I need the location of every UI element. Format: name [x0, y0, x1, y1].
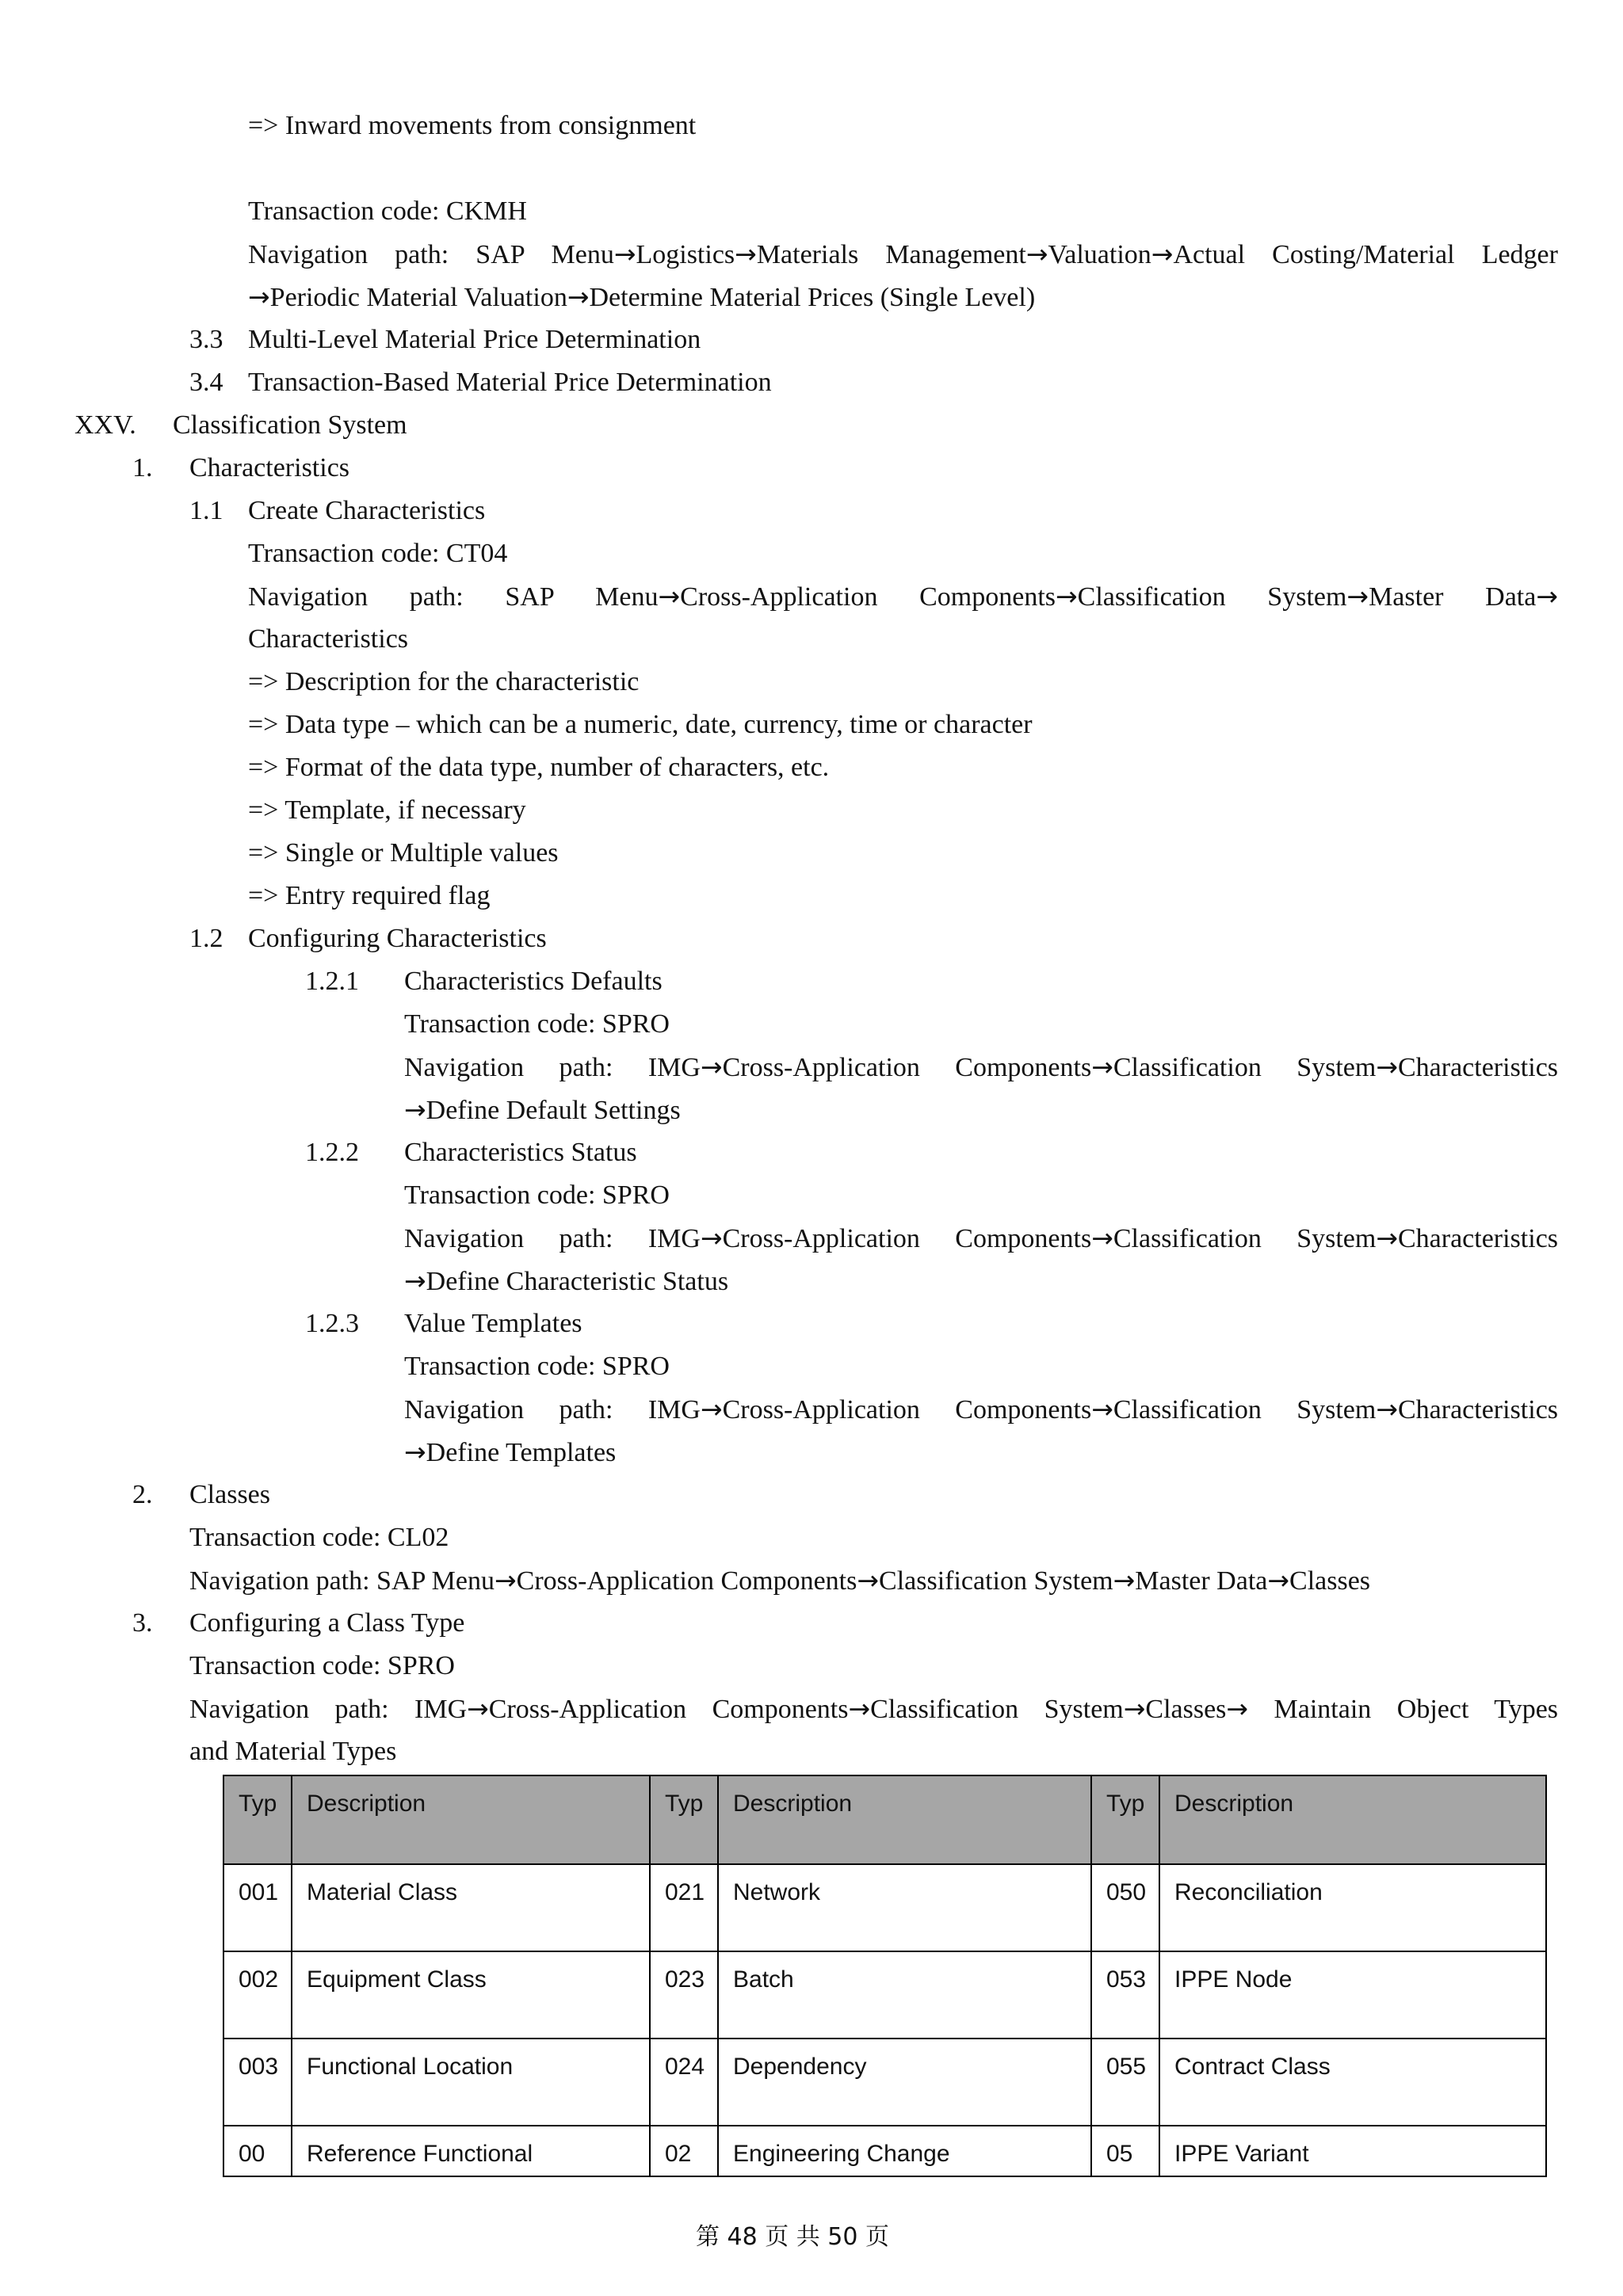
nav-segment: Define Templates [426, 1438, 617, 1467]
nav-segment: Cross-Application [722, 1224, 920, 1253]
arrow-icon: → [467, 1693, 489, 1724]
arrow-icon: → [1376, 1051, 1398, 1082]
arrow-icon: → [1151, 238, 1174, 269]
arrow-icon: → [495, 1565, 517, 1596]
bullet-format: => Format of the data type, number of characters, etc. [248, 753, 830, 782]
nav-segment-group [414, 1695, 686, 1724]
bullet-description: => Description for the characteristic [248, 667, 640, 696]
nav-segment: Navigation path: [404, 1053, 613, 1082]
arrow-icon: → [857, 1565, 880, 1596]
nav-segment: Cross-Application [488, 1695, 687, 1724]
transaction-code-spro: Transaction code: SPRO [404, 1009, 670, 1039]
arrow-icon: → [1226, 1693, 1249, 1724]
nav-segment: Periodic Material Valuation [269, 283, 567, 312]
nav-segment: System [1044, 1695, 1124, 1724]
section-1-title: Characteristics [189, 453, 350, 482]
nav-segment-group [955, 1224, 1262, 1253]
class-type-code: 055 [1091, 2039, 1159, 2126]
column-header-typ: Typ [1091, 1775, 1159, 1864]
nav-segment: SAP [505, 582, 554, 612]
bullet-template: => Template, if necessary [248, 795, 526, 825]
nav-segment-group [1296, 1053, 1558, 1082]
bullet-inward-movements: => Inward movements from consignment [248, 111, 697, 140]
nav-segment-group [1485, 582, 1558, 612]
transaction-code-ct04: Transaction code: CT04 [248, 539, 508, 568]
column-header-description: Description [1159, 1775, 1546, 1864]
class-type-description: Network [718, 1864, 1091, 1951]
class-type-code: 003 [223, 2039, 292, 2126]
nav-segment: Data [1485, 582, 1537, 612]
class-type-description: Engineering Change [718, 2126, 1091, 2176]
class-type-description: Dependency [718, 2039, 1091, 2126]
nav-segment-group [1044, 1695, 1248, 1724]
nav-segment: Classification System [879, 1566, 1113, 1596]
nav-segment-group [648, 1224, 920, 1253]
nav-segment: Classes [1145, 1695, 1227, 1724]
nav-segment: Types [1494, 1695, 1559, 1724]
transaction-code-spro: Transaction code: SPRO [189, 1651, 455, 1680]
section-3-title: Configuring a Class Type [189, 1608, 465, 1638]
arrow-icon: → [1091, 1222, 1113, 1253]
nav-segment: Navigation path: [189, 1695, 389, 1724]
class-type-code: 053 [1091, 1951, 1159, 2039]
nav-segment: Navigation path: SAP Menu [248, 240, 614, 269]
arrow-icon: → [1056, 581, 1078, 612]
nav-segment-group [648, 1053, 920, 1082]
bullet-data-type: => Data type – which can be a numeric, date, currency, time or character [248, 710, 1033, 739]
nav-segment-group [1296, 1224, 1558, 1253]
nav-segment: System [1296, 1395, 1377, 1425]
nav-segment-group [955, 1053, 1262, 1082]
nav-segment: Object [1396, 1695, 1469, 1724]
nav-segment: Define Default Settings [426, 1096, 681, 1125]
section-1-2-number: 1.2 [189, 924, 223, 953]
navigation-path-class-types [189, 1688, 1558, 1730]
nav-segment-group [955, 1395, 1262, 1425]
section-2-number: 2. [132, 1480, 153, 1509]
page-number-footer: 第 48 页 共 50 页 [695, 2223, 890, 2251]
nav-segment: Cross-Application [722, 1053, 920, 1082]
section-3-4-title: Transaction-Based Material Price Determination [248, 368, 772, 397]
nav-segment-group [1296, 1395, 1558, 1425]
nav-segment: Determine Material Prices (Single Level) [589, 283, 1036, 312]
section-1-2-1-title: Characteristics Defaults [404, 967, 663, 996]
nav-segment: Components [955, 1224, 1092, 1253]
section-1-2-3-number: 1.2.3 [305, 1309, 359, 1338]
bullet-values: => Single or Multiple values [248, 838, 559, 868]
section-3-4-number: 3.4 [189, 368, 223, 397]
class-type-code: 001 [223, 1864, 292, 1951]
navigation-path-img-cont [404, 1089, 681, 1131]
class-type-code: 05 [1091, 2126, 1159, 2176]
nav-segment: Maintain [1274, 1695, 1372, 1724]
transaction-code-cl02: Transaction code: CL02 [189, 1523, 449, 1552]
section-1-2-3-title: Value Templates [404, 1309, 582, 1338]
class-type-description: IPPE Variant [1159, 2126, 1546, 2176]
nav-segment: Classification [1113, 1053, 1262, 1082]
navigation-path-class-types-cont: and Material Types [189, 1737, 397, 1766]
bullet-entry-required: => Entry required flag [248, 881, 491, 910]
nav-segment: Define Characteristic Status [426, 1267, 729, 1296]
class-type-description: Batch [718, 1951, 1091, 2039]
column-header-description: Description [292, 1775, 650, 1864]
nav-segment-group [1267, 582, 1443, 612]
section-3-3-number: 3.3 [189, 325, 223, 354]
class-type-code: 023 [650, 1951, 718, 2039]
arrow-icon: → [1025, 238, 1048, 269]
arrow-icon: → [248, 281, 270, 312]
navigation-path-img [404, 1217, 1558, 1260]
arrow-icon: → [1346, 581, 1369, 612]
nav-segment: Classification [870, 1695, 1019, 1724]
arrow-icon: → [567, 281, 590, 312]
class-type-description: Equipment Class [292, 1951, 650, 2039]
arrow-icon: → [1091, 1394, 1113, 1425]
navigation-path-ckmh [248, 233, 1558, 276]
nav-segment: Master Data [1135, 1566, 1268, 1596]
class-type-description: Contract Class [1159, 2039, 1546, 2126]
class-type-code: 050 [1091, 1864, 1159, 1951]
nav-segment: Components [955, 1395, 1092, 1425]
navigation-path-img-cont [404, 1260, 728, 1302]
chapter-xxv-title: Classification System [173, 410, 407, 440]
class-type-description: Reference Functional [292, 2126, 650, 2176]
nav-segment: IMG [647, 1053, 701, 1082]
table-row [223, 1951, 1546, 2039]
column-header-typ: Typ [650, 1775, 718, 1864]
arrow-icon: → [1091, 1051, 1113, 1082]
nav-segment: System [1296, 1053, 1377, 1082]
arrow-icon: → [404, 1436, 426, 1467]
section-3-3-title: Multi-Level Material Price Determination [248, 325, 701, 354]
nav-segment: Materials Management [756, 240, 1026, 269]
table-row [223, 2126, 1546, 2176]
class-type-description: Material Class [292, 1864, 650, 1951]
arrow-icon: → [700, 1051, 723, 1082]
chapter-xxv-number: XXV. [74, 410, 136, 440]
navigation-path-img-cont [404, 1431, 616, 1474]
arrow-icon: → [404, 1265, 426, 1296]
nav-segment: Navigation path: [248, 582, 464, 612]
table-header-row [223, 1775, 1546, 1864]
class-type-code: 024 [650, 2039, 718, 2126]
nav-segment: Logistics [636, 240, 735, 269]
nav-segment-group [712, 1695, 1019, 1724]
column-header-description: Description [718, 1775, 1091, 1864]
arrow-icon: → [1267, 1565, 1290, 1596]
column-header-typ: Typ [223, 1775, 292, 1864]
arrow-icon: → [848, 1693, 871, 1724]
section-3-number: 3. [132, 1608, 153, 1638]
transaction-code-spro: Transaction code: SPRO [404, 1180, 670, 1210]
class-type-code: 002 [223, 1951, 292, 2039]
nav-segment: System [1296, 1224, 1377, 1253]
nav-segment: Valuation [1048, 240, 1151, 269]
nav-segment: Components [955, 1053, 1092, 1082]
table-row [223, 2039, 1546, 2126]
navigation-path-ct04-cont: Characteristics [248, 624, 409, 654]
nav-segment: Classification [1113, 1395, 1262, 1425]
nav-segment: System [1267, 582, 1347, 612]
navigation-path-img [404, 1388, 1558, 1431]
section-1-2-title: Configuring Characteristics [248, 924, 547, 953]
transaction-code-spro: Transaction code: SPRO [404, 1352, 670, 1381]
arrow-icon: → [1113, 1565, 1136, 1596]
arrow-icon: → [1376, 1222, 1398, 1253]
nav-segment: IMG [414, 1695, 468, 1724]
navigation-path-cl02 [189, 1559, 1370, 1602]
class-type-code: 00 [223, 2126, 292, 2176]
class-type-description: IPPE Node [1159, 1951, 1546, 2039]
nav-segment: Actual Costing/Material Ledger [1173, 240, 1558, 269]
nav-segment: Components [712, 1695, 849, 1724]
section-1-1-number: 1.1 [189, 496, 223, 525]
arrow-icon: → [613, 238, 636, 269]
section-2-title: Classes [189, 1480, 270, 1509]
arrow-icon: → [1376, 1394, 1398, 1425]
arrow-icon: → [1123, 1693, 1146, 1724]
section-1-number: 1. [132, 453, 153, 482]
nav-segment: Classification [1113, 1224, 1262, 1253]
nav-segment-group [919, 582, 1226, 612]
nav-segment: Cross-Application [722, 1395, 920, 1425]
arrow-icon: → [1536, 581, 1558, 612]
arrow-icon: → [700, 1222, 723, 1253]
nav-segment: Master [1369, 582, 1444, 612]
nav-segment: IMG [647, 1224, 701, 1253]
table-row [223, 1864, 1546, 1951]
nav-segment: IMG [647, 1395, 701, 1425]
transaction-code-ckmh: Transaction code: CKMH [248, 196, 527, 226]
section-1-1-title: Create Characteristics [248, 496, 486, 525]
class-type-description: Reconciliation [1159, 1864, 1546, 1951]
class-type-code: 02 [650, 2126, 718, 2176]
section-1-2-1-number: 1.2.1 [305, 967, 359, 996]
class-type-code: 021 [650, 1864, 718, 1951]
nav-segment: Characteristics [1398, 1053, 1559, 1082]
nav-segment-group [648, 1395, 920, 1425]
arrow-icon: → [658, 581, 681, 612]
navigation-path-ct04 [248, 575, 1558, 618]
arrow-icon: → [735, 238, 757, 269]
nav-segment: Classification [1077, 582, 1226, 612]
nav-segment: Navigation path: [404, 1395, 613, 1425]
section-1-2-2-title: Characteristics Status [404, 1138, 637, 1167]
nav-segment: Classes [1289, 1566, 1371, 1596]
navigation-path-ckmh-cont [248, 276, 1035, 318]
navigation-path-img [404, 1046, 1558, 1089]
nav-segment: Menu [595, 582, 659, 612]
nav-segment: Navigation path: [404, 1224, 613, 1253]
nav-segment: Components [919, 582, 1056, 612]
nav-segment: Cross-Application Components [516, 1566, 857, 1596]
arrow-icon: → [404, 1094, 426, 1125]
nav-segment: Characteristics [1398, 1224, 1559, 1253]
arrow-icon: → [700, 1394, 723, 1425]
nav-segment: Cross-Application [680, 582, 878, 612]
nav-segment: Characteristics [1398, 1395, 1559, 1425]
nav-segment-group [595, 582, 877, 612]
section-1-2-2-number: 1.2.2 [305, 1138, 359, 1167]
class-type-description: Functional Location [292, 2039, 650, 2126]
class-type-table [223, 1775, 1547, 2177]
nav-segment: Navigation path: SAP Menu [189, 1566, 495, 1596]
